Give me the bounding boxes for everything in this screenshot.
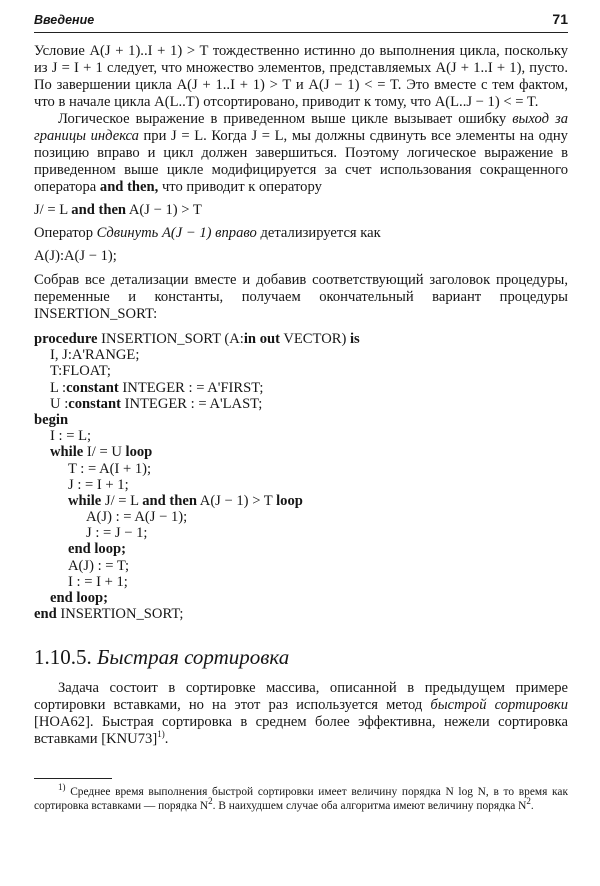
- page-body: [34, 43, 568, 813]
- emphasis-quicksort: быстрой сортировки: [430, 697, 568, 714]
- book-page: [34, 10, 568, 813]
- footnote-mark: 1): [58, 782, 66, 793]
- code-line: while I/ = U loop: [50, 444, 153, 461]
- code-line: J : = I + 1;: [68, 476, 129, 493]
- code-line: end loop;: [50, 590, 108, 606]
- code-listing-insertion-sort: [34, 331, 568, 622]
- code-line: J : = J − 1;: [86, 525, 148, 542]
- code-line: while J/ = L and then A(J − 1) > T loop: [68, 492, 303, 509]
- code-line: procedure INSERTION_SORT (A:in out VECTOR) is: [34, 331, 360, 347]
- code-line: A(J) : = T;: [68, 557, 130, 574]
- formula-assignment: A(J):A(J − 1);: [34, 248, 117, 264]
- section-number: 1.10.5.: [34, 645, 92, 670]
- running-header: [34, 10, 568, 33]
- emphasis-index-out-of-bounds: выход за границы индекса: [34, 111, 568, 144]
- code-line: I : = L;: [50, 428, 92, 445]
- code-line: L :constant INTEGER : = A'FIRST;: [50, 379, 264, 396]
- code-line: begin: [34, 411, 69, 428]
- header-section-title: Введение: [34, 13, 95, 27]
- formula-and-then-condition: J/ = L and then A(J − 1) > T: [34, 202, 202, 218]
- code-line: T : = A(I + 1);: [68, 460, 152, 477]
- code-line: end INSERTION_SORT;: [34, 606, 184, 623]
- paragraph-boolean-expression: Логическое выражение в приведенном выше цикле вызывает ошибку выход за границы индекса при J = L. Когда J = L, мы должны сдвинуть все элементы на одну позицию вправо и цикл должен завершиться. Поэтому логическое выражение в приведенном выше цикле модифицируется за счет использования сокращенного оператора and then, что приводит к оператору: [34, 111, 568, 195]
- footnote-reference: 1): [157, 729, 165, 740]
- code-line: I : = I + 1;: [68, 573, 128, 590]
- keyword-and-then: and then,: [99, 179, 159, 195]
- paragraph-final-procedure: Собрав все детализации вместе и добавив соответствующий заголовок процедуры, переменные и константы, получаем окончательный вариант процедуры INSERTION_SORT:: [34, 272, 568, 322]
- code-line: A(J) : = A(J − 1);: [86, 509, 188, 526]
- paragraph-loop-invariant: Условие A(J + 1)..I + 1) > T тождественно истинно до выполнения цикла, поскольку из J = I + 1 следует, что множество элементов, представляемых A(J + 1..I + 1), пусто. По завершении цикла A(J + 1..I + 1) > T и A(J − 1) < = T. Это вместе с тем фактом, что в начале цикла A(L..T) отсортировано, приводит к тому, что A(L..J − 1) < = T.: [34, 43, 568, 110]
- section-title: Быстрая сортировка: [97, 645, 290, 670]
- code-line: T:FLOAT;: [50, 363, 111, 380]
- footnote-divider: [34, 778, 112, 779]
- paragraph-quicksort-intro: Задача состоит в сортировке массива, описанной в предыдущем примере сортировки вставками, но на этот раз используется метод быстрой сортировки [HOA62]. Быстрая сортировка в среднем более эффективна, нежели сортировка вставками $[KNU73]^{1)}$.: [34, 680, 568, 748]
- footnote: $^{1)}$ Среднее время выполнения быстрой сортировки имеет величину порядка N log N, в то время как сортировка вставками — порядка $N^2$. В наихудшем случае оба алгоритма имеют величину порядка $N^2$.: [34, 782, 568, 813]
- section-heading: [34, 644, 568, 670]
- code-line: end loop;: [68, 541, 126, 558]
- code-line: U :constant INTEGER : = A'LAST;: [50, 395, 263, 412]
- code-line: I, J:A'RANGE;: [50, 347, 140, 364]
- page-number: 71: [552, 11, 568, 27]
- paragraph-shift-operator: Оператор Сдвинуть A(J − 1) вправо детализируется как: [34, 225, 381, 241]
- emphasis-shift-right: Сдвинуть A(J − 1) вправо: [96, 225, 257, 241]
